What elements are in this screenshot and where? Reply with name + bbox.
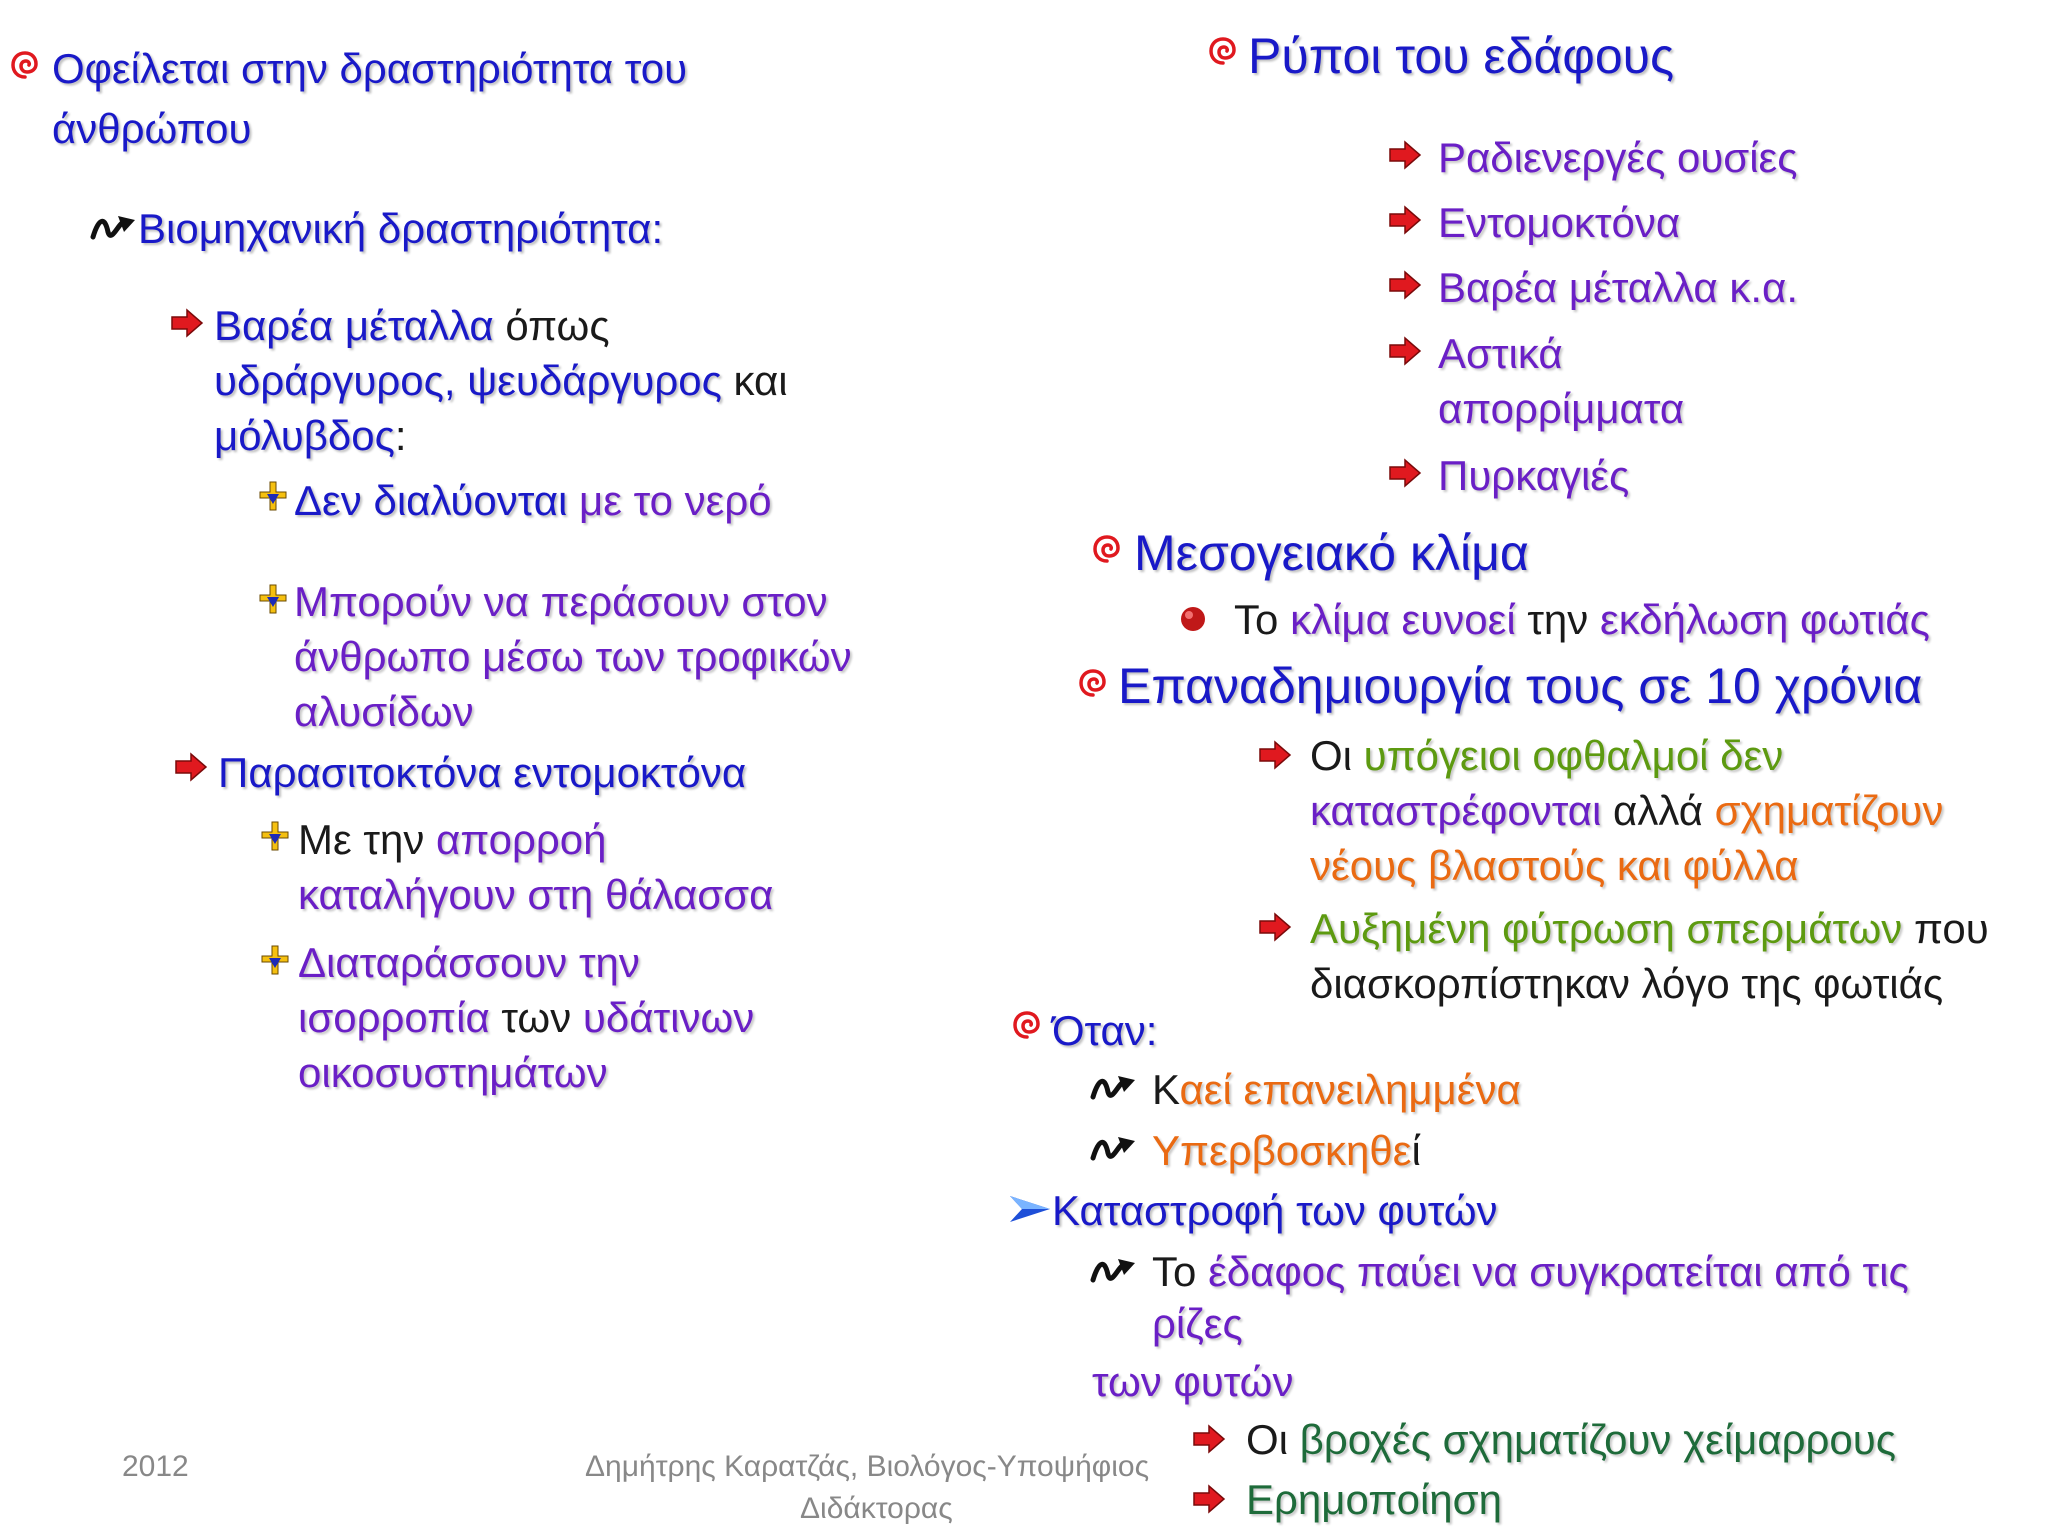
red-ball-icon: [1178, 604, 1208, 634]
footer-author-line2: Διδάκτορας: [800, 1492, 953, 1525]
swirl-bullet-icon: [1208, 36, 1238, 66]
seeds-line1: Αυξημένη φύτρωση σπερμάτων που: [1310, 905, 1989, 952]
red-arrow-icon: [1388, 140, 1422, 170]
runoff-line1: Με την απορροή: [298, 816, 607, 863]
torrents-line: Οι βροχές σχηματίζουν χείμαρρους: [1246, 1416, 1896, 1463]
climate-favours-fire-line: Το κλίμα ευνοεί την εκδήλωση φωτιάς: [1234, 596, 1930, 643]
swirl-bullet-icon: [1092, 534, 1122, 564]
pollutant-item-radioactive: Ραδιενεργές ουσίες: [1438, 134, 1798, 181]
pollutant-item-insecticides: Εντομοκτόνα: [1438, 199, 1681, 246]
plant-destruction-heading: Καταστροφή των φυτών: [1052, 1187, 1498, 1234]
footer-year: 2012: [122, 1450, 189, 1483]
red-arrow-icon: [1192, 1484, 1226, 1514]
plus-arrow-icon: [258, 820, 290, 852]
when-heading: Όταν:: [1052, 1007, 1158, 1054]
industrial-activity-heading: Βιομηχανική δραστηριότητα:: [138, 205, 664, 252]
buds-line2: καταστρέφονται αλλά σχηματίζουν: [1310, 787, 1944, 834]
squiggle-arrow-icon: [1090, 1255, 1138, 1285]
disturb-line1: Διαταράσσουν την: [298, 939, 640, 986]
buds-line3: νέους βλαστούς και φύλλα: [1310, 842, 1799, 889]
red-arrow-icon: [170, 308, 204, 338]
food-chain-line3: αλυσίδων: [294, 688, 474, 735]
footer-author-line1: Δημήτρης Καρατζάς, Βιολόγος-Υποψήφιος: [585, 1450, 1150, 1483]
left-heading-line2: άνθρώπου: [52, 105, 252, 152]
not-dissolve-line: Δεν διαλύονται με το νερό: [294, 477, 772, 524]
plus-arrow-icon: [258, 944, 290, 976]
buds-line1: Οι υπόγειοι οφθαλμοί δεν: [1310, 732, 1784, 779]
regeneration-heading: Επαναδημιουργία τους σε 10 χρόνια: [1118, 658, 1923, 714]
plants-line: των φυτών: [1092, 1358, 1294, 1405]
food-chain-line1: Μπορούν να περάσουν στον: [294, 578, 828, 625]
plus-arrow-icon: [256, 583, 288, 615]
soil-pollutants-heading: Ρύποι του εδάφους: [1248, 28, 1675, 84]
heavy-metals-line3: μόλυβδος:: [214, 412, 407, 459]
red-arrow-icon: [174, 752, 208, 782]
plus-arrow-icon: [256, 480, 288, 512]
seeds-line2: διασκορπίστηκαν λόγο της φωτιάς: [1310, 960, 1944, 1007]
burned-repeatedly-line: Καεί επανειλημμένα: [1152, 1066, 1521, 1113]
food-chain-line2: άνθρωπο μέσω των τροφικών: [294, 633, 852, 680]
red-arrow-icon: [1388, 458, 1422, 488]
left-heading-line1: Οφείλεται στην δραστηριότητα του: [52, 45, 688, 92]
pesticides-line: Παρασιτοκτόνα εντομοκτόνα: [218, 749, 747, 796]
runoff-line2: καταλήγουν στη θάλασσα: [298, 871, 774, 918]
red-arrow-icon: [1388, 205, 1422, 235]
squiggle-arrow-icon: [1090, 1072, 1138, 1102]
red-arrow-icon: [1192, 1424, 1226, 1454]
swirl-bullet-icon: [1012, 1010, 1042, 1040]
squiggle-arrow-icon: [1090, 1133, 1138, 1163]
blue-chevron-icon: [1008, 1192, 1052, 1226]
swirl-bullet-icon: [1078, 668, 1108, 698]
soil-not-held-line1: Το έδαφος παύει να συγκρατείται από τις: [1152, 1248, 1909, 1295]
pollutant-item-fires: Πυρκαγιές: [1438, 452, 1630, 499]
red-arrow-icon: [1388, 336, 1422, 366]
pollutant-item-urban-line1: Αστικά: [1438, 330, 1563, 377]
pollutant-item-heavy-metals: Βαρέα μέταλλα κ.α.: [1438, 264, 1798, 311]
heavy-metals-line2: υδράργυρος, ψευδάργυρος και: [214, 357, 788, 404]
red-arrow-icon: [1258, 912, 1292, 942]
squiggle-arrow-icon: [90, 212, 138, 242]
heavy-metals-line1: Βαρέα μέταλλα όπως: [214, 302, 610, 349]
red-arrow-icon: [1388, 270, 1422, 300]
pollutant-item-urban-line2: απορρίμματα: [1438, 385, 1685, 432]
desertification-line: Ερημοποίηση: [1246, 1476, 1502, 1523]
mediterranean-climate-heading: Μεσογειακό κλίμα: [1134, 525, 1529, 581]
overgrazed-line: Υπερβοσκηθεί: [1152, 1127, 1421, 1174]
disturb-line2: ισορροπία των υδάτινων: [298, 994, 755, 1041]
soil-not-held-line2: ρίζες: [1152, 1300, 1243, 1347]
red-arrow-icon: [1258, 740, 1292, 770]
swirl-bullet-icon: [10, 50, 40, 80]
disturb-line3: οικοσυστημάτων: [298, 1049, 608, 1096]
